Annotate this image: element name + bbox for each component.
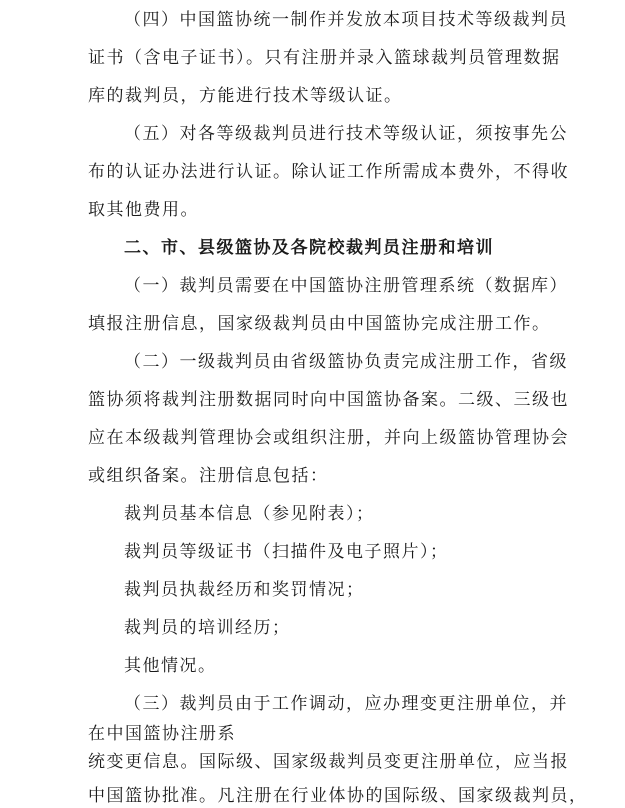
item-3-line-4: 中国篮协批准。凡注册在行业体协的国际级、国家级裁判员，	[88, 786, 588, 806]
registration-info-experience: 裁判员执裁经历和奖罚情况；	[124, 580, 365, 600]
item-2-line-2: 篮协须将裁判注册数据同时向中国篮协备案。二级、三级也	[88, 390, 569, 410]
item-2-line-1: （二）一级裁判员由省级篮协负责完成注册工作，省级	[124, 352, 568, 372]
paragraph-4-line-3: 库的裁判员，方能进行技术等级认证。	[88, 86, 403, 106]
item-3-line-1: （三）裁判员由于工作调动，应办理变更注册单位，并	[124, 694, 568, 714]
registration-info-other: 其他情况。	[124, 656, 217, 676]
item-2-line-3: 应在本级裁判管理协会或组织注册，并向上级篮协管理协会	[88, 428, 569, 448]
paragraph-4-line-1: （四）中国篮协统一制作并发放本项目技术等级裁判员	[124, 10, 568, 30]
paragraph-5-line-3: 取其他费用。	[88, 200, 199, 220]
item-2-line-4: 或组织备案。注册信息包括：	[88, 466, 329, 486]
paragraph-5-line-1: （五）对各等级裁判员进行技术等级认证，须按事先公	[124, 124, 568, 144]
item-1-line-2: 填报注册信息，国家级裁判员由中国篮协完成注册工作。	[88, 314, 551, 334]
registration-info-basic: 裁判员基本信息（参见附表）；	[124, 504, 375, 524]
registration-info-training: 裁判员的培训经历；	[124, 618, 291, 638]
registration-info-certificate: 裁判员等级证书（扫描件及电子照片）；	[124, 542, 449, 562]
paragraph-5-line-2: 布的认证办法进行认证。除认证工作所需成本费外，不得收	[88, 162, 569, 182]
paragraph-4-line-2: 证书（含电子证书）。只有注册并录入篮球裁判员管理数据	[88, 48, 561, 68]
item-3-line-3: 统变更信息。国际级、国家级裁判员变更注册单位，应当报	[88, 752, 569, 772]
item-3-line-2: 在中国篮协注册系	[88, 724, 236, 744]
section-heading: 二、市、县级篮协及各院校裁判员注册和培训	[124, 238, 494, 258]
item-1-line-1: （一）裁判员需要在中国篮协注册管理系统（数据库）	[124, 276, 568, 296]
